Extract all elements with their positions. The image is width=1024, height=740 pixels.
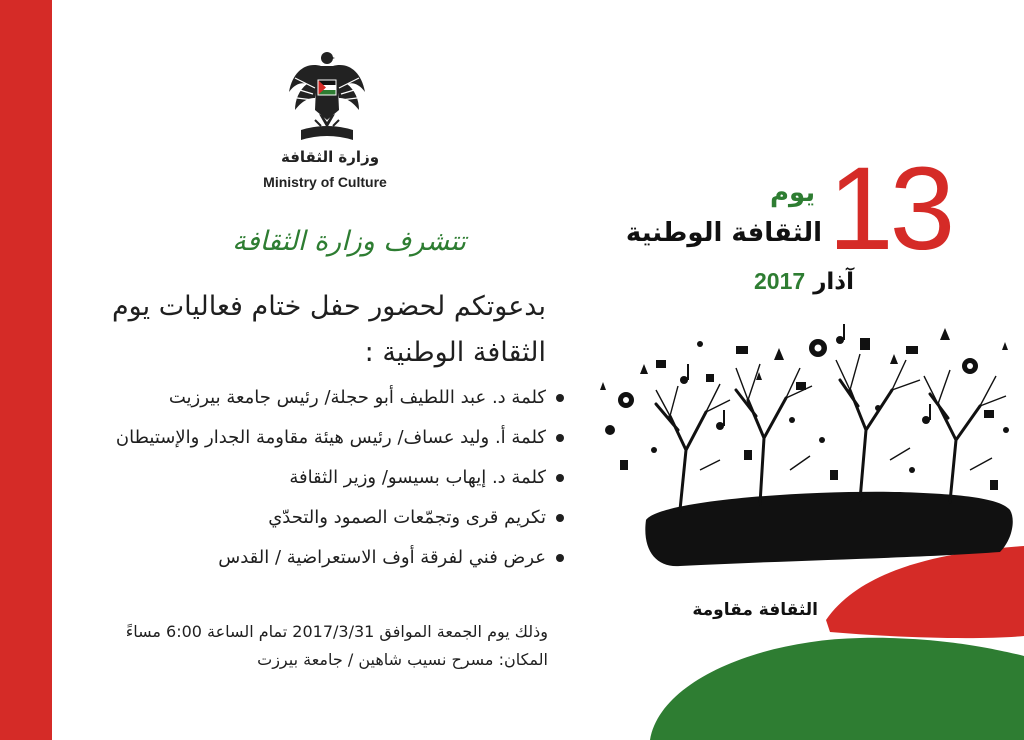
- national-culture-title: الثقافة الوطنية: [625, 218, 822, 248]
- day-word: يوم: [770, 178, 816, 208]
- invitation-text: [76, 284, 546, 376]
- program-item: كلمة د. عبد اللطيف أبو حجلة/ رئيس جامعة بيرزيت: [116, 378, 564, 418]
- red-side-strip: [0, 0, 52, 740]
- ministry-name-arabic: وزارة الثقافة: [280, 148, 380, 166]
- program-item: تكريم قرى وتجمّعات الصمود والتحدّي: [116, 498, 564, 538]
- honored-heading: تتشرف وزارة الثقافة: [232, 226, 466, 257]
- culture-tree-artwork: [560, 320, 1024, 740]
- culture-icons: [600, 324, 1009, 490]
- ministry-name-english: Ministry of Culture: [263, 174, 387, 190]
- program-item: كلمة د. إيهاب بسيسو/ وزير الثقافة: [116, 458, 564, 498]
- event-location: المكان: مسرح نسيب شاهين / جامعة بيرزت: [257, 650, 548, 669]
- tree-trunks: [656, 380, 980, 510]
- palestine-eagle-emblem-icon: [285, 48, 369, 144]
- invitation-line-1: بدعوتكم لحضور حفل ختام فعاليات يوم: [111, 291, 546, 322]
- invitation-line-2: الثقافة الوطنية :: [364, 337, 546, 368]
- program-list: [116, 378, 564, 578]
- red-band: [826, 546, 1024, 638]
- event-datetime: وذلك يوم الجمعة الموافق 2017/3/31 تمام الساعة 6:00 مساءً: [125, 622, 548, 641]
- program-item: كلمة أ. وليد عساف/ رئيس هيئة مقاومة الجدار والإستيطان: [116, 418, 564, 458]
- year-label: 2017: [754, 268, 806, 294]
- month-year: [754, 268, 854, 295]
- month-label: آذار: [813, 269, 854, 295]
- day-number: 13: [828, 143, 952, 275]
- program-item: عرض فني لفرقة أوف الاستعراضية / القدس: [116, 538, 564, 578]
- green-band: [650, 638, 1024, 740]
- slogan: الثقافة مقاومة: [692, 600, 818, 620]
